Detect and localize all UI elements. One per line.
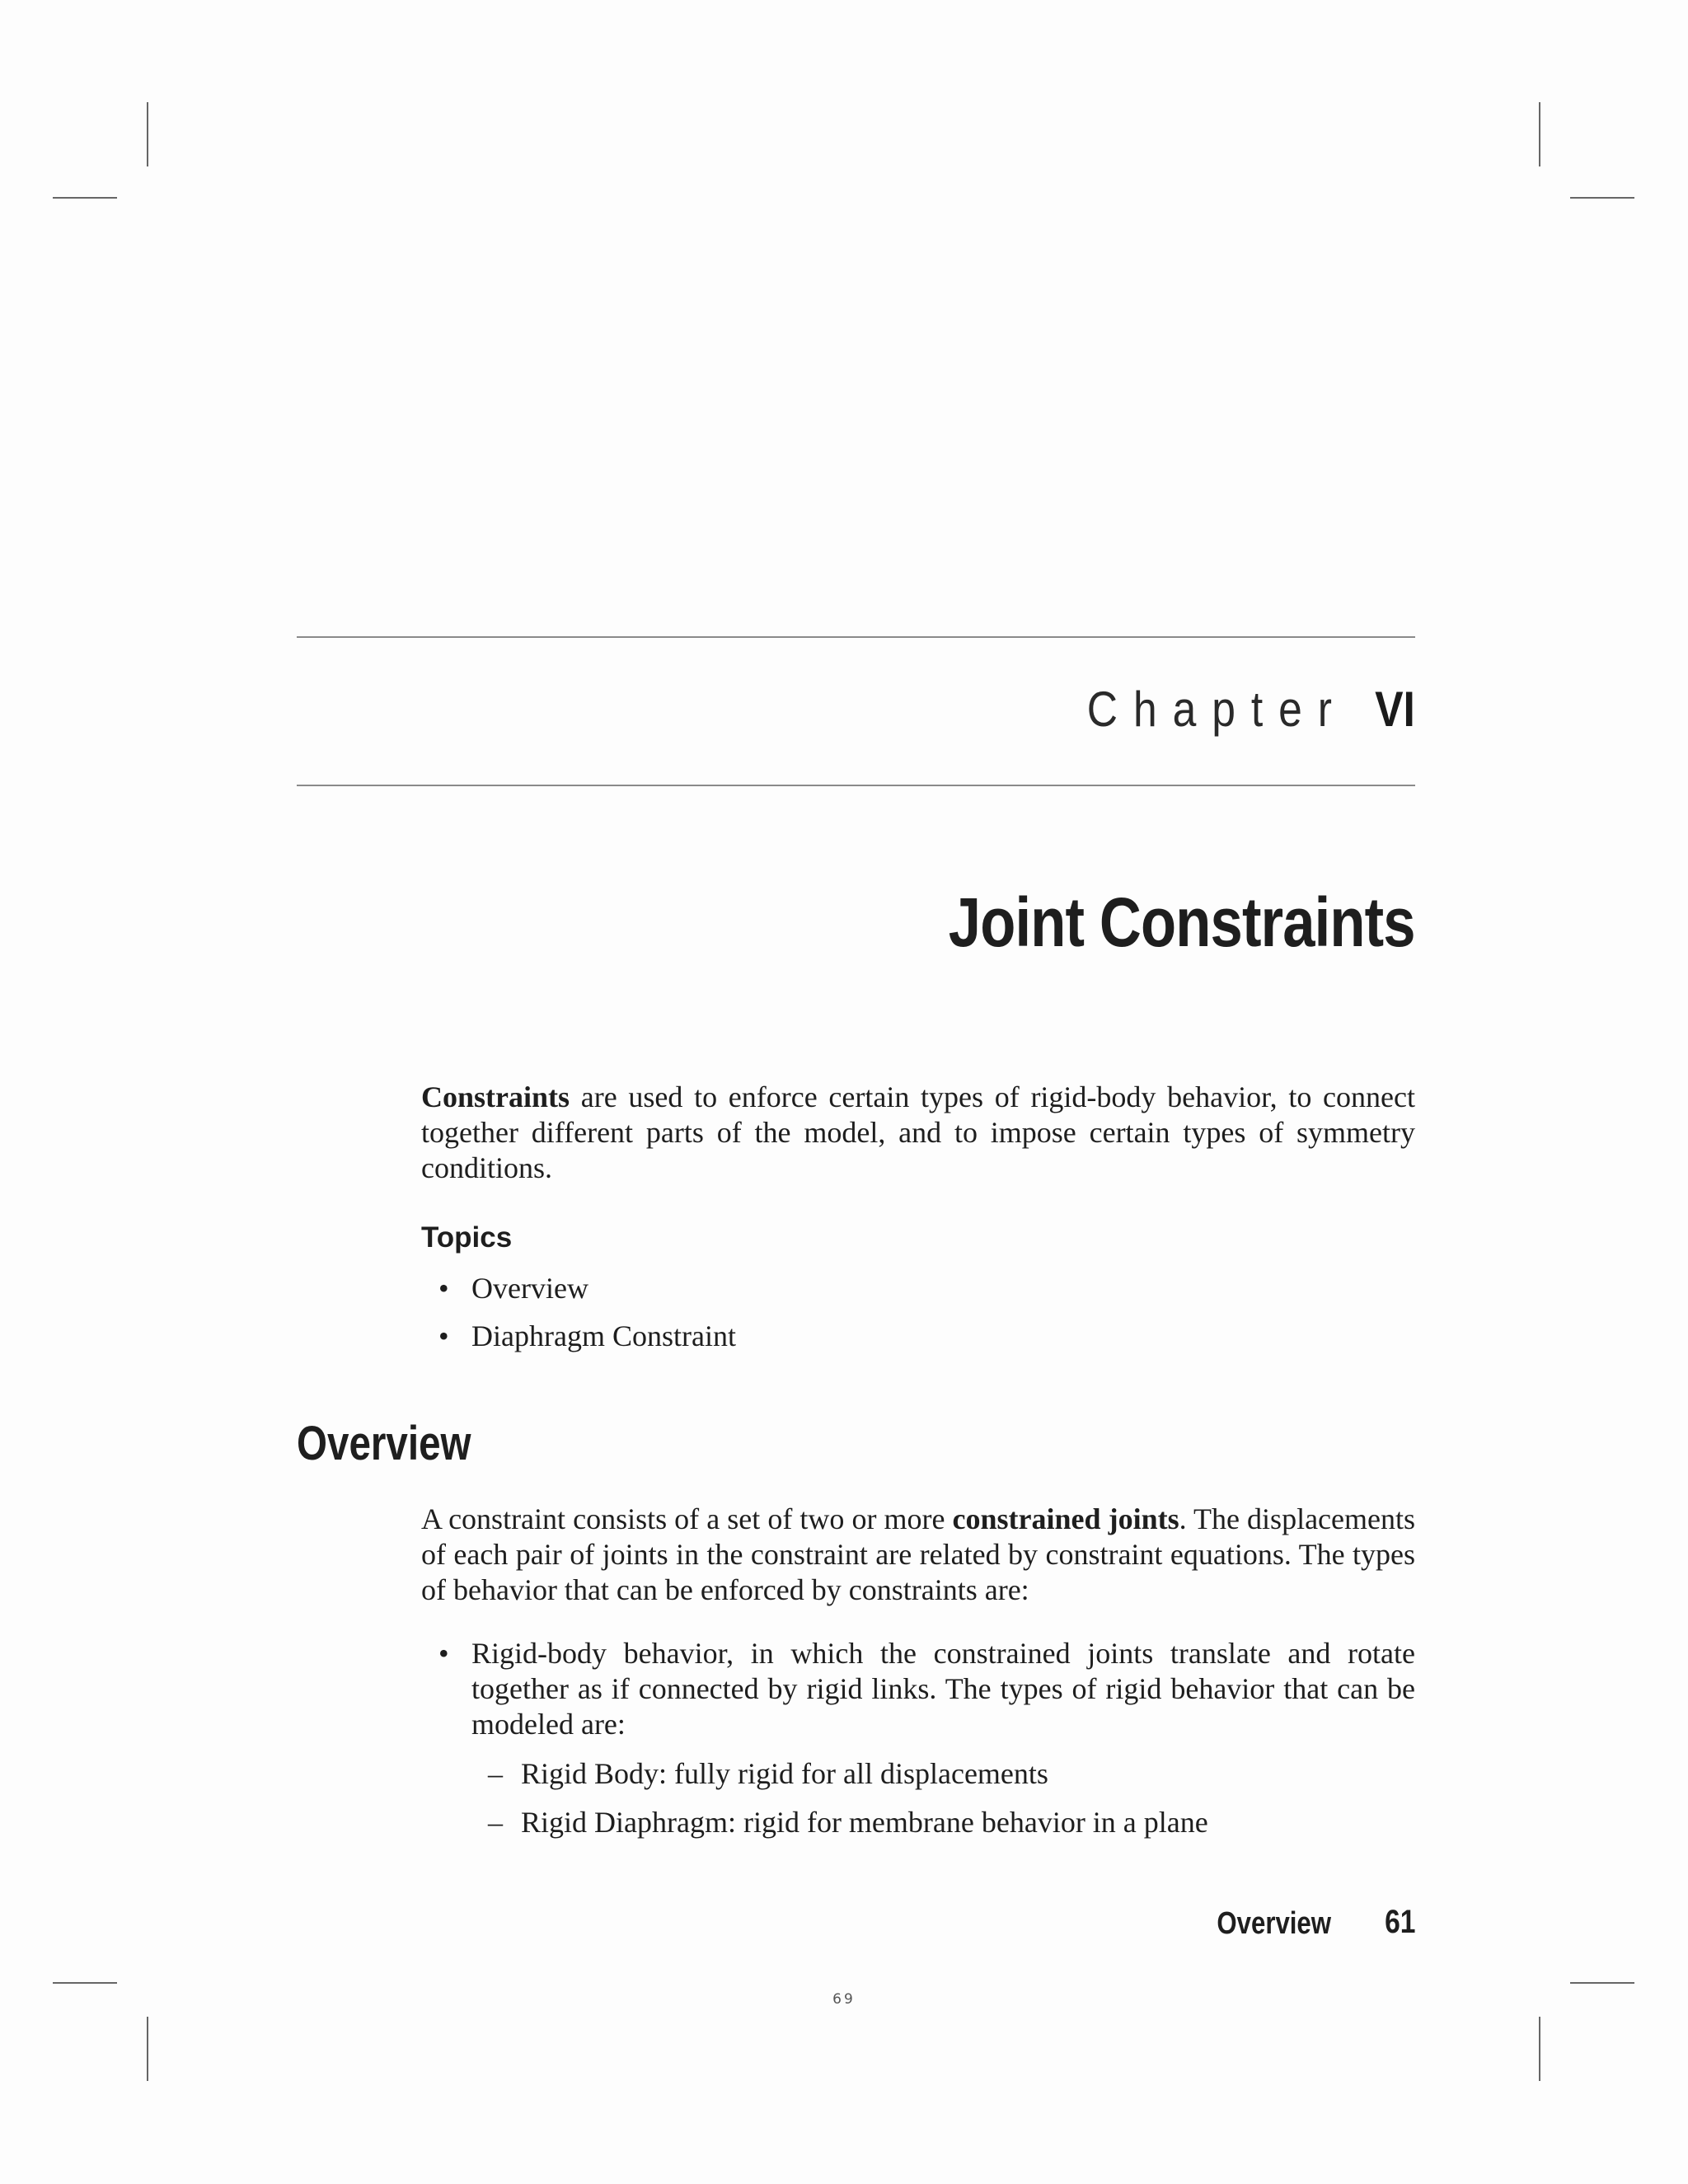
chapter-label [1087, 681, 1415, 738]
dash-icon: – [488, 1757, 503, 1790]
topic-item-diaphragm-constraint [438, 1319, 736, 1354]
bullet-icon: • [438, 1319, 449, 1352]
crop-mark-top-right-vertical [1539, 102, 1540, 166]
overview-bullet-text: Rigid-body behavior, in which the constrained joints translate and rotate together as if connected by rigid links. The types of rigid behavior that can be modeled are: [471, 1637, 1415, 1741]
topics-heading: Topics [421, 1221, 513, 1254]
chapter-word: Chapter [1086, 682, 1348, 737]
subitem-label: Rigid Body: fully rigid for all displacements [521, 1757, 1048, 1790]
footer-page-number: 61 [1384, 1904, 1415, 1940]
intro-text: are used to enforce certain types of rigid-body behavior, to connect together different parts of the model, and to impose certain types of symmetry conditions. [421, 1080, 1415, 1184]
crop-mark-bottom-left-vertical [147, 2017, 148, 2081]
crop-mark-top-left-vertical [147, 102, 148, 166]
sheet-number: 69 [832, 1991, 856, 2008]
chapter-rule-top [297, 636, 1415, 638]
chapter-number: VI [1375, 682, 1415, 737]
topic-item-overview [438, 1271, 588, 1306]
footer-section-name: Overview [1217, 1906, 1331, 1941]
dash-icon: – [488, 1806, 503, 1839]
topic-label: Overview [471, 1272, 588, 1305]
overview-term: constrained joints [952, 1502, 1179, 1535]
overview-paragraph [421, 1502, 1415, 1608]
crop-mark-top-right-horizontal [1570, 197, 1634, 199]
intro-paragraph [421, 1080, 1415, 1186]
bullet-icon: • [438, 1637, 449, 1670]
overview-subitem-rigid-body [488, 1756, 1048, 1792]
crop-mark-bottom-left-horizontal [53, 1982, 117, 1984]
intro-term: Constraints [421, 1080, 570, 1113]
bullet-icon: • [438, 1272, 449, 1305]
crop-mark-bottom-right-horizontal [1570, 1982, 1634, 1984]
overview-text-start: A constraint consists of a set of two or more [421, 1502, 953, 1535]
overview-text-end: . The displacements of each pair of joints in the constraint are related by constraint equations. The types of behavior that can be enforced by constraints are: [421, 1502, 1415, 1606]
chapter-rule-bottom [297, 785, 1415, 786]
overview-subitem-rigid-diaphragm [488, 1805, 1208, 1840]
topic-label: Diaphragm Constraint [471, 1319, 736, 1352]
section-heading-overview: Overview [297, 1417, 471, 1470]
crop-mark-bottom-right-vertical [1539, 2017, 1540, 2081]
subitem-label: Rigid Diaphragm: rigid for membrane behavior in a plane [521, 1806, 1208, 1839]
crop-mark-top-left-horizontal [53, 197, 117, 199]
chapter-title: Joint Constraints [949, 883, 1415, 961]
overview-bullet [438, 1636, 1415, 1742]
